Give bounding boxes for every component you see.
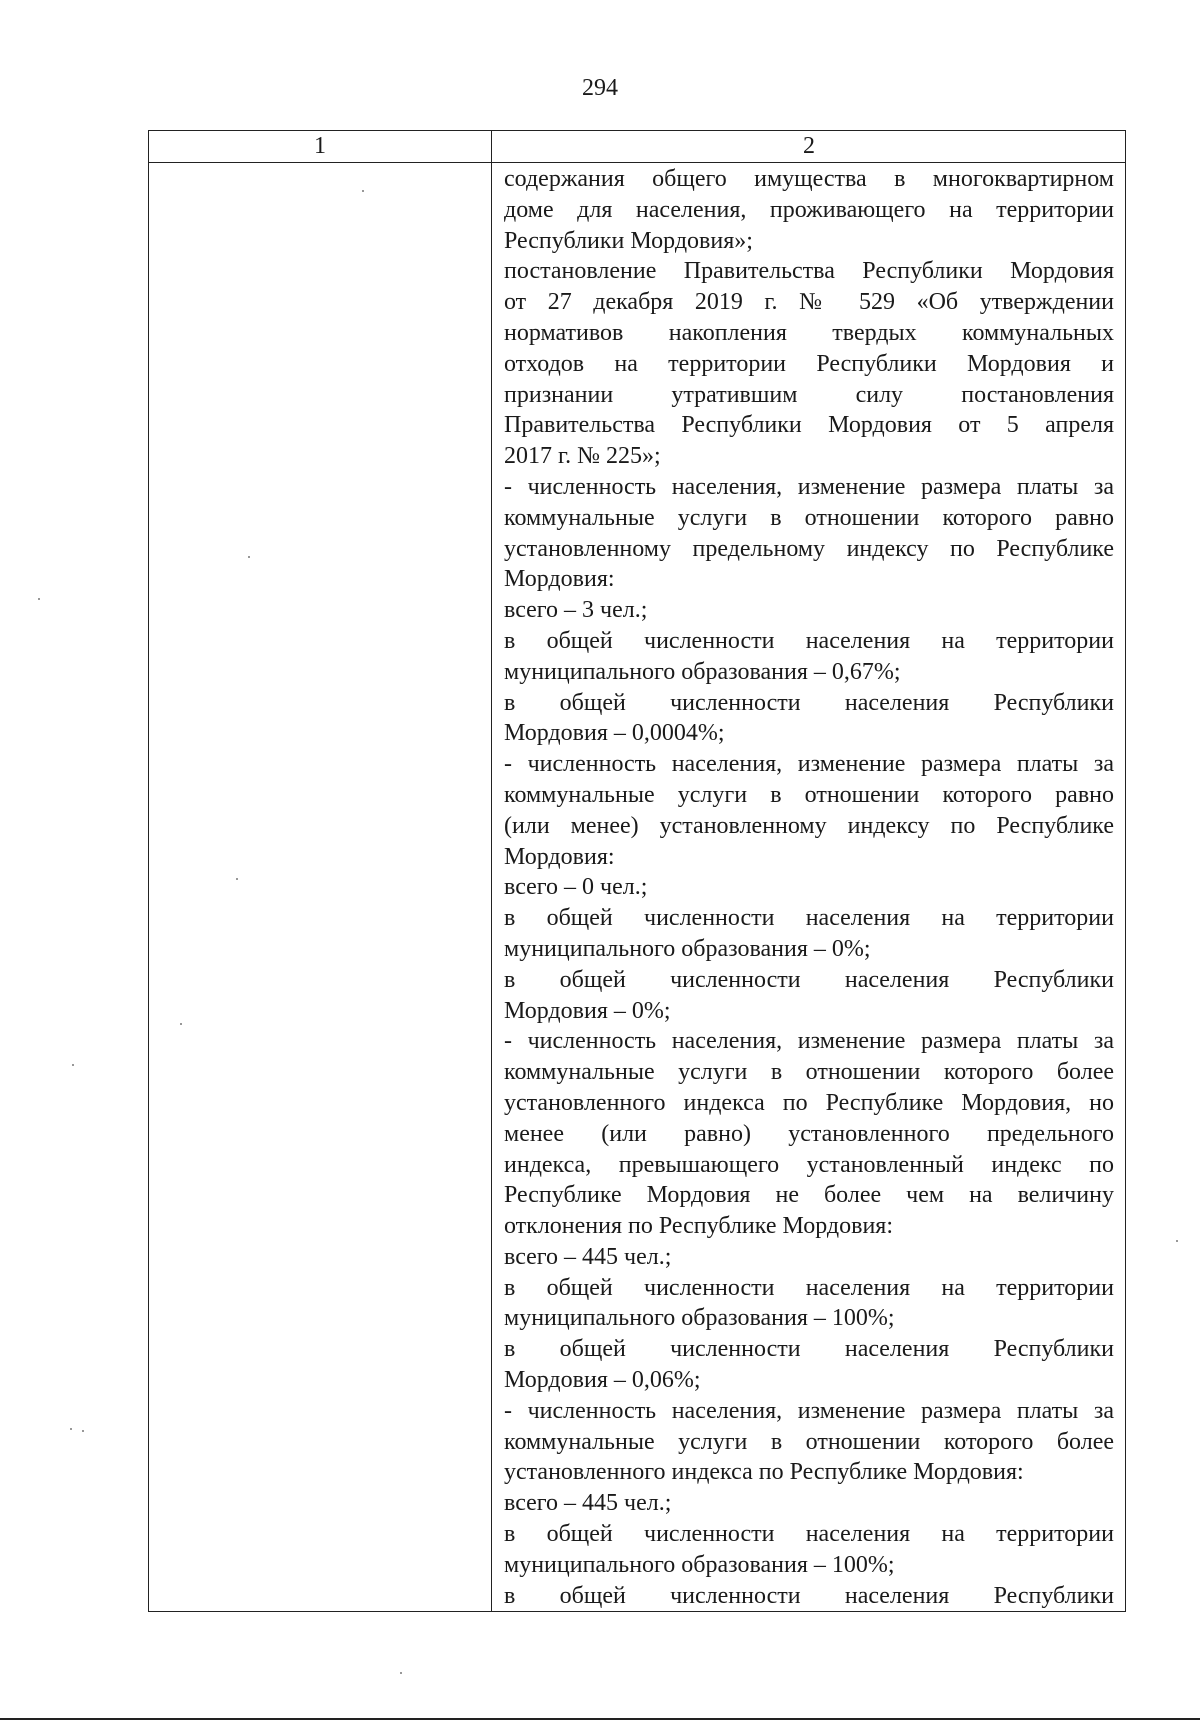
text-line: всего – 3 чел.;: [504, 597, 648, 624]
document-table: [148, 130, 1126, 1612]
scan-speck: [72, 1064, 74, 1066]
text-line: в общей численности населения Республики: [504, 1582, 1114, 1609]
text-line: - численность населения, изменение размера платы за: [504, 1397, 1114, 1424]
scan-speck: [362, 190, 364, 192]
text-line: постановление Правительства Республики Мордовия: [504, 258, 1114, 285]
text-line: нормативов накопления твердых коммунальных: [504, 319, 1114, 346]
text-line: в общей численности населения Республики: [504, 689, 1114, 716]
column-header-2: 2: [803, 133, 815, 159]
scan-speck: [400, 1672, 402, 1674]
text-line: установленного индекса по Республике Мордовия:: [504, 1459, 1024, 1486]
text-line: муниципального образования – 100%;: [504, 1551, 895, 1578]
text-line: отходов на территории Республики Мордовия и: [504, 350, 1114, 377]
text-line: содержания общего имущества в многоквартирном: [504, 166, 1114, 192]
text-line: доме для населения, проживающего на территории: [504, 196, 1114, 223]
text-line: Мордовия:: [504, 566, 615, 593]
text-line: Мордовия – 0,0004%;: [504, 720, 725, 747]
text-line: Мордовия:: [504, 843, 615, 870]
scan-speck: [1176, 1240, 1178, 1242]
scan-speck: [236, 878, 238, 880]
scan-speck: [248, 556, 250, 558]
table-header-row: [149, 131, 1125, 163]
text-line: Правительства Республики Мордовия от 5 апреля: [504, 412, 1114, 439]
text-line: установленного индекса по Республике Мордовия, но: [504, 1089, 1114, 1116]
text-line: муниципального образования – 100%;: [504, 1305, 895, 1332]
text-line: коммунальные услуги в отношении которого равно: [504, 504, 1114, 531]
scan-speck: [82, 1430, 84, 1432]
page-number: 294: [582, 75, 618, 101]
text-line: всего – 445 чел.;: [504, 1490, 672, 1517]
scan-edge-line: [0, 1718, 1200, 1720]
text-line: Республики Мордовия»;: [504, 227, 753, 254]
column-divider: [491, 131, 492, 1611]
text-line: всего – 0 чел.;: [504, 874, 648, 901]
text-line: 2017 г. № 225»;: [504, 443, 661, 470]
text-line: менее (или равно) установленного предельного: [504, 1120, 1114, 1147]
text-line: Мордовия – 0%;: [504, 997, 671, 1024]
scan-speck: [38, 598, 40, 600]
text-line: муниципального образования – 0%;: [504, 935, 871, 962]
text-line: - численность населения, изменение размера платы за: [504, 473, 1114, 500]
text-line: муниципального образования – 0,67%;: [504, 658, 901, 685]
text-line: в общей численности населения на территории: [504, 627, 1114, 654]
text-line: коммунальные услуги в отношении которого более: [504, 1428, 1114, 1455]
text-line: коммунальные услуги в отношении которого равно: [504, 781, 1114, 808]
text-line: Республике Мордовия не более чем на величину: [504, 1182, 1114, 1209]
scan-speck: [180, 1023, 182, 1025]
text-line: отклонения по Республике Мордовия:: [504, 1213, 894, 1240]
text-line: в общей численности населения на территории: [504, 905, 1114, 932]
column-2-text-cell: [504, 164, 1114, 1611]
text-line: от 27 декабря 2019 г. № 529 «Об утверждении: [504, 289, 1114, 316]
text-line: Мордовия – 0,06%;: [504, 1367, 701, 1394]
text-line: в общей численности населения Республики: [504, 966, 1114, 993]
column-header-1: 1: [314, 133, 326, 159]
text-line: признании утратившим силу постановления: [504, 381, 1114, 408]
text-line: - численность населения, изменение размера платы за: [504, 1028, 1114, 1055]
text-line: (или менее) установленному индексу по Республике: [504, 812, 1114, 839]
text-line: в общей численности населения на территории: [504, 1521, 1114, 1548]
text-line: - численность населения, изменение размера платы за: [504, 751, 1114, 778]
text-line: коммунальные услуги в отношении которого более: [504, 1059, 1114, 1086]
text-line: установленному предельному индексу по Республике: [504, 535, 1114, 562]
text-line: всего – 445 чел.;: [504, 1243, 672, 1270]
text-line: в общей численности населения Республики: [504, 1336, 1114, 1363]
scan-speck: [70, 1428, 72, 1430]
text-line: индекса, превышающего установленный индекс по: [504, 1151, 1114, 1178]
text-line: в общей численности населения на территории: [504, 1274, 1114, 1301]
